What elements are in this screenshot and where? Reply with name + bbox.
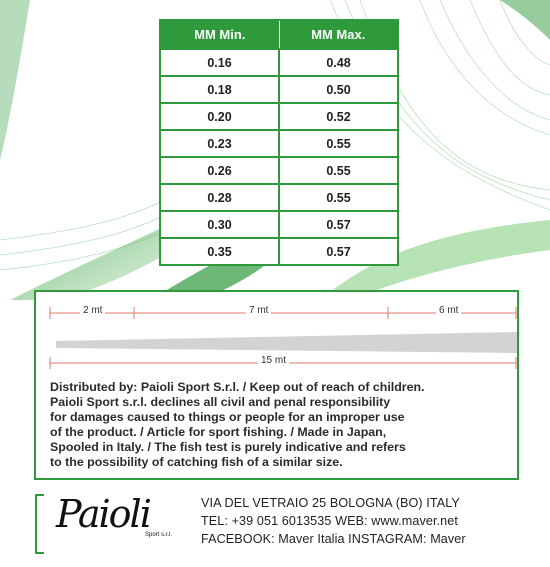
logo-subtitle: Sport s.r.l. [144,532,172,538]
header-mm-max: MM Max. [279,20,398,49]
cell-min: 0.30 [160,211,279,238]
table-row [160,211,398,238]
table-row [160,49,398,76]
cell-min: 0.18 [160,76,279,103]
cell-max: 0.55 [279,184,398,211]
table-row [160,130,398,157]
cell-max: 0.57 [279,211,398,238]
info-panel [34,290,519,480]
segment-label-7mt: 7 mt [246,305,271,316]
disclaimer-line: to the possibility of catching fish of a similar size. [50,455,343,469]
table-header-row [160,20,398,49]
table-row [160,103,398,130]
diameter-table [159,19,399,266]
cell-max: 0.48 [279,49,398,76]
disclaimer-line: Paioli Sport s.r.l. declines all civil and penal responsibility [50,395,391,409]
cell-max: 0.50 [279,76,398,103]
paioli-logo [50,492,176,550]
disclaimer-line: Spooled in Italy. / The fish test is purely indicative and refers [50,440,406,454]
cell-min: 0.16 [160,49,279,76]
cell-min: 0.35 [160,238,279,265]
phone-web-line: TEL: +39 051 6013535 WEB: www.maver.net [201,514,458,528]
social-line: FACEBOOK: Maver Italia INSTAGRAM: Maver [201,532,466,546]
address-line: VIA DEL VETRAIO 25 BOLOGNA (BO) ITALY [201,496,460,510]
cell-max: 0.55 [279,157,398,184]
cell-min: 0.20 [160,103,279,130]
disclaimer-line: Distributed by: Paioli Sport S.r.l. / Keep out of reach of children. [50,380,425,394]
cell-max: 0.52 [279,103,398,130]
table-row [160,238,398,265]
cell-max: 0.55 [279,130,398,157]
disclaimer-line: for damages caused to things or people for an improper use [50,410,405,424]
cell-max: 0.57 [279,238,398,265]
footer-bracket [34,494,46,554]
table-row [160,157,398,184]
logo-wordmark: Paioli [56,492,150,536]
table-row [160,184,398,211]
header-mm-min: MM Min. [160,20,279,49]
contact-block [201,494,466,548]
tapered-line-shape [56,332,517,353]
cell-min: 0.23 [160,130,279,157]
total-length-label: 15 mt [258,355,289,366]
cell-min: 0.26 [160,157,279,184]
segment-label-2mt: 2 mt [80,305,105,316]
disclaimer-line: of the product. / Article for sport fishing. / Made in Japan, [50,425,387,439]
segment-label-6mt: 6 mt [436,305,461,316]
disclaimer-text [50,380,510,470]
table-row [160,76,398,103]
cell-min: 0.28 [160,184,279,211]
